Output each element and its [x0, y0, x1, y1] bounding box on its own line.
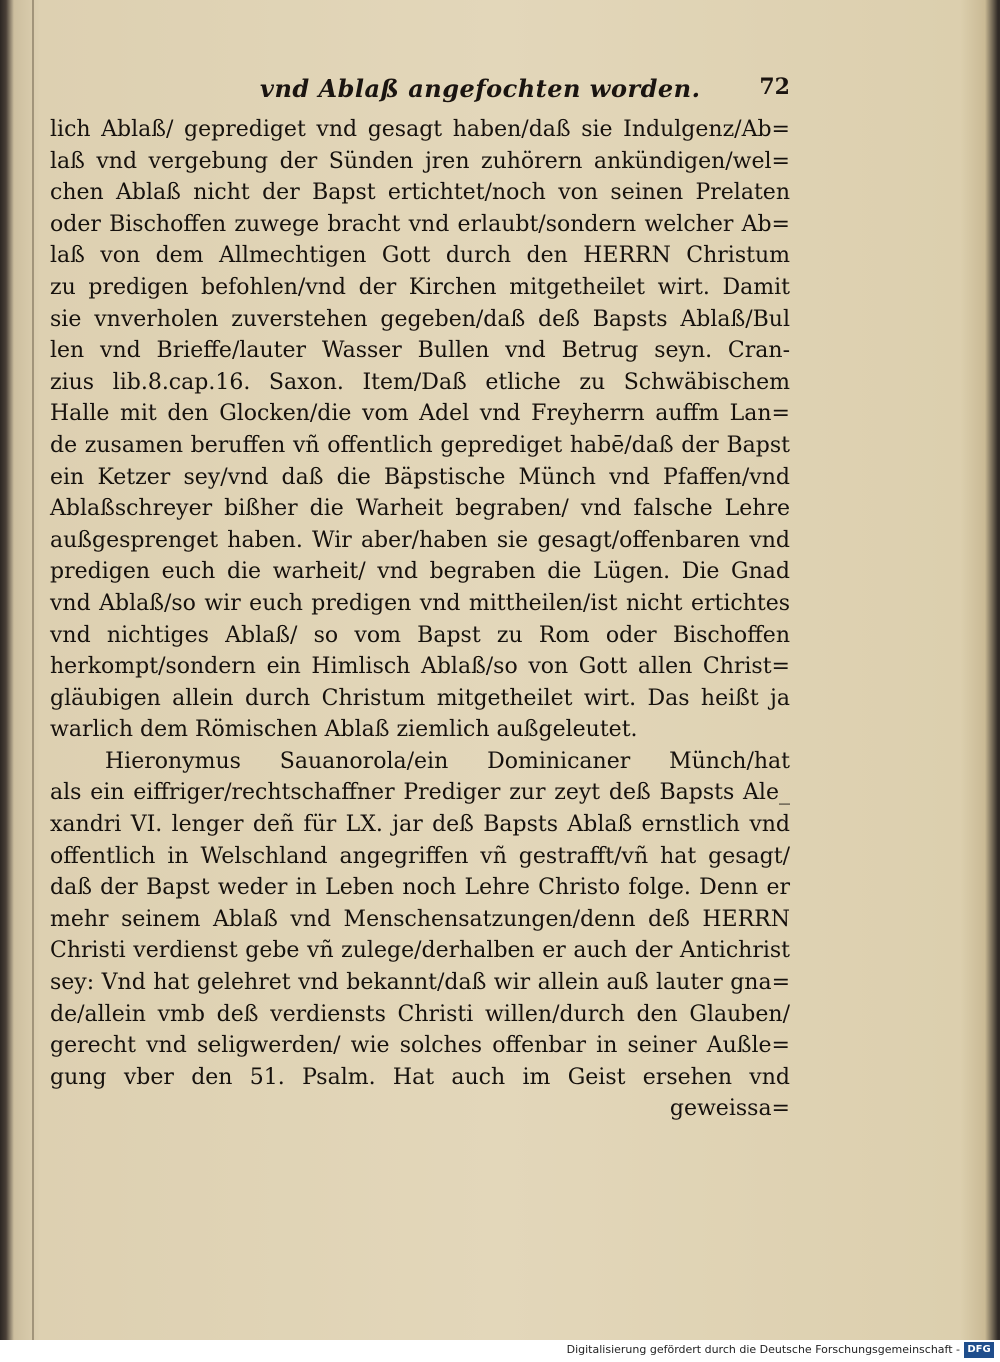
text-line: herkompt/sondern ein Himlisch Ablaß/so von Gott allen Christ=	[50, 654, 790, 680]
funding-credit: Digitalisierung gefördert durch die Deutsche Forschungsgemeinschaft -	[566, 1343, 960, 1356]
body-text	[50, 114, 790, 1125]
text-line: mehr seinem Ablaß vnd Menschensatzungen/denn deß HERRN	[50, 906, 790, 932]
page-number: 72	[759, 74, 790, 100]
page-content	[20, 70, 790, 1122]
text-line: de zusamen beruffen vñ offentlich geprediget habē/daß der Bapst	[50, 432, 790, 458]
text-line: Halle mit den Glocken/die vom Adel vnd Freyherrn auffm Lan=	[50, 401, 790, 427]
dfg-logo: DFG	[964, 1342, 994, 1358]
text-line: de/allein vmb deß verdiensts Christi willen/durch den Glauben/	[50, 1001, 790, 1027]
text-line: vnd nichtiges Ablaß/ so vom Bapst zu Rom oder Bischoffen	[50, 622, 790, 648]
text-line: gerecht vnd seligwerden/ wie solches offenbar in seiner Außle=	[50, 1033, 790, 1059]
text-line: Christi verdienst gebe vñ zulege/derhalben er auch der Antichrist	[50, 938, 790, 964]
page-header	[20, 70, 790, 104]
text-line: ein Ketzer sey/vnd daß die Bäpstische Münch vnd Pfaffen/vnd	[50, 464, 790, 490]
text-line: zius lib.8.cap.16. Saxon. Item/Daß etliche zu Schwäbischem	[50, 369, 790, 395]
text-line: laß vnd vergebung der Sünden jren zuhörern ankündigen/wel=	[50, 148, 790, 174]
text-line: Ablaßschreyer bißher die Warheit begraben/ vnd falsche Lehre	[50, 496, 790, 522]
text-line: zu predigen befohlen/vnd der Kirchen mitgetheilet wirt. Damit	[50, 274, 790, 300]
text-line: Hieronymus Sauanorola/ein Dominicaner Münch/hat	[105, 748, 790, 774]
catchword: geweissa=	[669, 1096, 790, 1122]
text-line: laß von dem Allmechtigen Gott durch den HERRN Christum	[50, 243, 790, 269]
text-line: lich Ablaß/ geprediget vnd gesagt haben/daß sie Indulgenz/Ab=	[50, 117, 790, 142]
text-line: vnd Ablaß/so wir euch predigen vnd mittheilen/ist nicht ertichtes	[50, 590, 790, 616]
text-line: chen Ablaß nicht der Bapst ertichtet/noch von seinen Prelaten	[50, 180, 790, 206]
binding-shadow	[32, 0, 34, 1340]
text-line: sie vnverholen zuverstehen gegeben/daß deß Bapsts Ablaß/Bul	[50, 306, 790, 332]
running-title: vnd Ablaß angefochten worden.	[260, 74, 701, 103]
text-line: warlich dem Römischen Ablaß ziemlich außgeleutet.	[50, 717, 638, 743]
text-line: xandri VI. lenger deñ für LX. jar deß Bapsts Ablaß ernstlich vnd	[50, 812, 790, 838]
footer-bar	[0, 1340, 1000, 1362]
text-line: gung vber den 51. Psalm. Hat auch im Geist ersehen vnd	[50, 1064, 790, 1090]
text-line: als ein eiffriger/rechtschaffner Prediger zur zeyt deß Bapsts Ale_	[50, 780, 790, 806]
text-line: gläubigen allein durch Christum mitgetheilet wirt. Das heißt ja	[50, 685, 790, 711]
text-line: offentlich in Welschland angegriffen vñ gestrafft/vñ hat gesagt/	[50, 843, 790, 869]
text-line: sey: Vnd hat gelehret vnd bekannt/daß wir allein auß lauter gna=	[50, 970, 790, 996]
text-line: daß der Bapst weder in Leben noch Lehre Christo folge. Denn er	[50, 875, 790, 901]
text-line: oder Bischoffen zuwege bracht vnd erlaubt/sondern welcher Ab=	[50, 211, 790, 237]
text-line: außgesprenget haben. Wir aber/haben sie gesagt/offenbaren vnd	[50, 527, 790, 553]
text-line: predigen euch die warheit/ vnd begraben die Lügen. Die Gnad	[50, 559, 790, 585]
text-line: len vnd Brieffe/lauter Wasser Bullen vnd Betrug seyn. Cran-	[50, 338, 790, 364]
